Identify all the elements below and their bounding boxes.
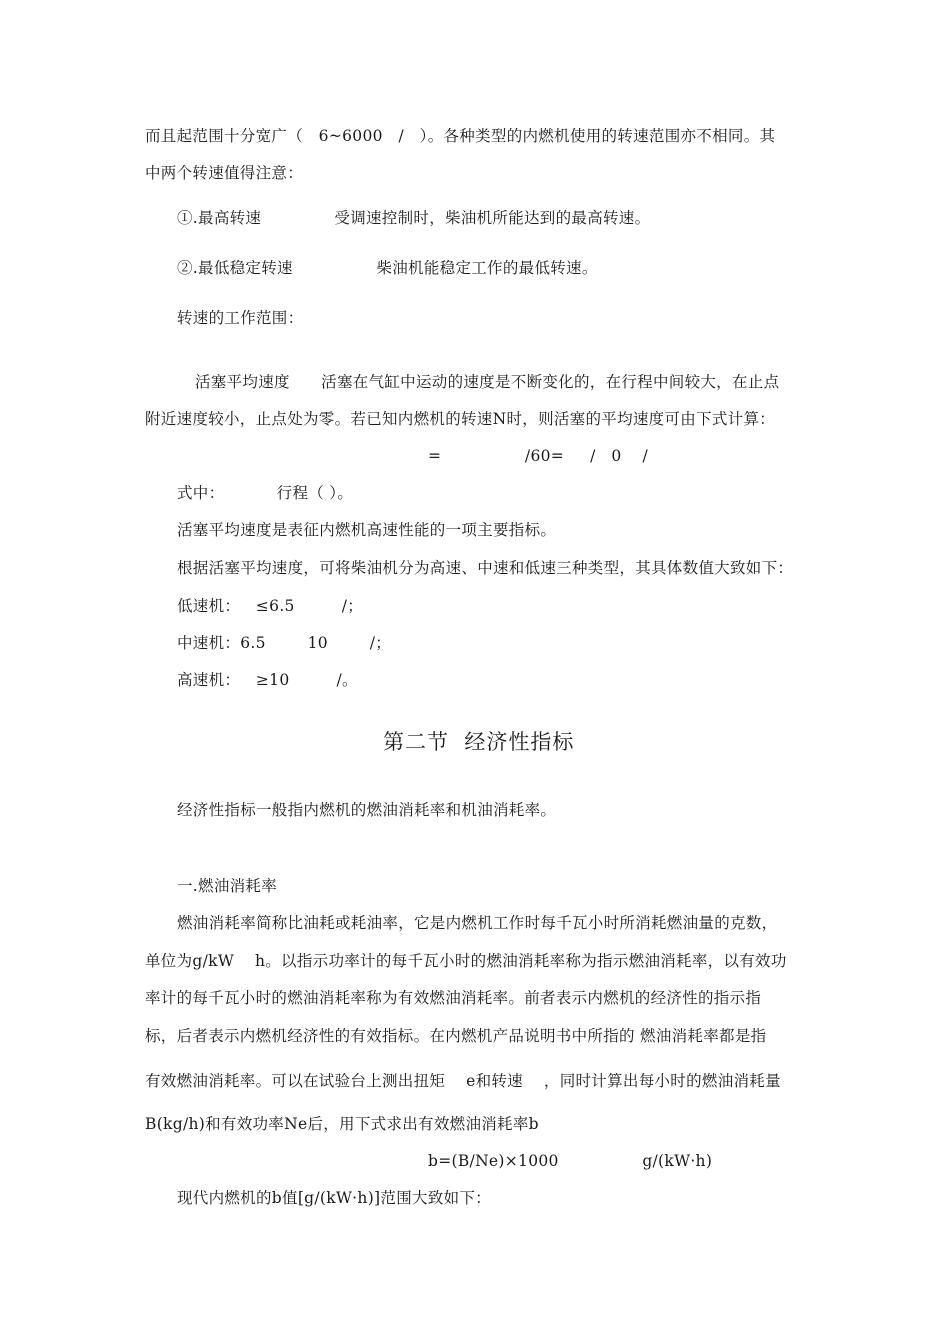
subsection-heading: 一.燃油消耗率 — [177, 877, 278, 895]
paragraph-line: 而且起范围十分宽广（ 6~6000 / ）。各种类型的内燃机使用的转速范围亦不相同。其 — [145, 127, 776, 145]
paragraph-line: B(kg/h)和有效功率Ne后，用下式求出有效燃油消耗率b — [145, 1115, 539, 1133]
list-item-low-speed: 低速机： ≤6.5 /； — [177, 597, 364, 615]
paragraph-line: 经济性指标一般指内燃机的燃油消耗率和机油消耗率。 — [177, 801, 557, 819]
paragraph-line: 有效燃油消耗率。可以在试验台上测出扭矩 e和转速 ，同时计算出每小时的燃油消耗量 — [145, 1072, 781, 1090]
list-item-high-speed: 高速机： ≥10 /。 — [177, 671, 358, 689]
paragraph-line: 燃油消耗率简称比油耗或耗油率，它是内燃机工作时每千瓦小时所消耗燃油量的克数， — [177, 914, 778, 932]
formula-piston-speed: = /60= / 0 / — [428, 447, 648, 465]
paragraph-line: 中两个转速值得注意： — [145, 164, 304, 182]
list-item-medium-speed: 中速机：6.5 10 /； — [177, 634, 392, 652]
paragraph-line: 单位为g/kW h。以指示功率计的每千瓦小时的燃油消耗率称为指示燃油消耗率，以有效功 — [145, 952, 787, 970]
formula-fuel-consumption: b=(B/Ne)×1000 g/(kW·h) — [428, 1152, 713, 1170]
paragraph-line: 附近速度较小，止点处为零。若已知内燃机的转速N时，则活塞的平均速度可由下式计算： — [145, 410, 776, 428]
section-heading: 第二节 经济性指标 — [383, 730, 575, 754]
list-item-min-stable-speed: ②.最低稳定转速 柴油机能稳定工作的最低转速。 — [177, 259, 598, 277]
paragraph-line: 转速的工作范围： — [177, 309, 304, 327]
paragraph-line: 活塞平均速度 活塞在气缸中运动的速度是不断变化的，在行程中间较大，在止点 — [195, 373, 780, 391]
paragraph-line: 式中： 行程（ ）。 — [177, 484, 354, 502]
paragraph-line: 现代内燃机的b值[g/(kW·h)]范围大致如下： — [177, 1189, 491, 1207]
paragraph-line: 根据活塞平均速度，可将柴油机分为高速、中速和低速三种类型，其具体数值大致如下： — [177, 559, 794, 577]
paragraph-line: 标，后者表示内燃机经济性的有效指标。在内燃机产品说明书中所指的 燃油消耗率都是指 — [145, 1027, 767, 1045]
list-item-max-speed: ①.最高转速 受调速控制时，柴油机所能达到的最高转速。 — [177, 209, 651, 227]
paragraph-line: 活塞平均速度是表征内燃机高速性能的一项主要指标。 — [177, 521, 557, 539]
paragraph-line: 率计的每千瓦小时的燃油消耗率称为有效燃油消耗率。前者表示内燃机的经济性的指示指 — [145, 989, 762, 1007]
